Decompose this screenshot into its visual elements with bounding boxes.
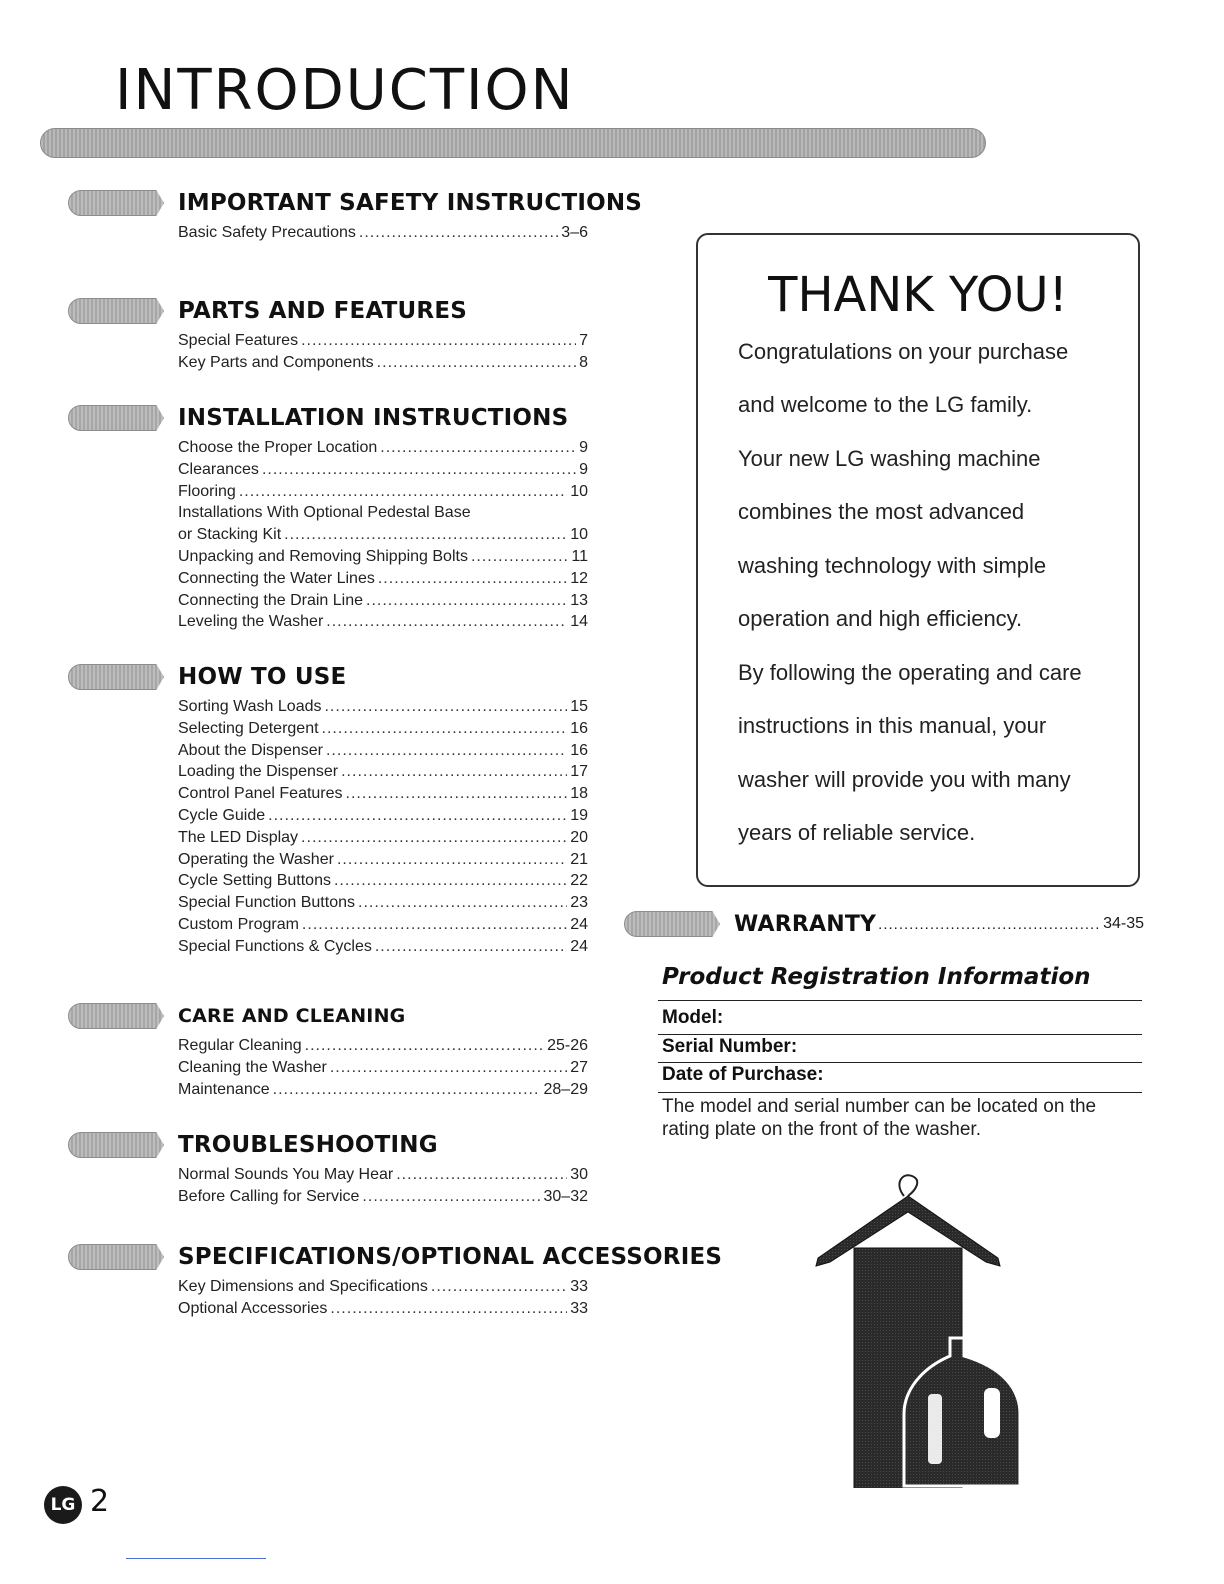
toc-section-safety (68, 188, 658, 246)
toc-entry: Unpacking and Removing Shipping Bolts ..... 11 (178, 548, 588, 570)
title-decorative-bar (40, 128, 986, 158)
thank-you-text-line: Congratulations on your purchase (738, 339, 1069, 364)
toc-entry: Installations With Optional Pedestal Base (178, 504, 471, 522)
toc-section-care (68, 1001, 658, 1102)
toc-entry: Before Calling for Service ..... 30–32 (178, 1188, 588, 1210)
section-title: CARE AND CLEANING (178, 1005, 406, 1027)
toc-entry: Basic Safety Precautions ..... 3–6 (178, 224, 588, 246)
toc-entry: Special Function Buttons ..... 23 (178, 894, 588, 916)
section-pill-marker (68, 190, 164, 216)
lg-logo-icon: LG (44, 1486, 82, 1524)
toc-section-warranty (624, 909, 1144, 939)
toc-entry: Operating the Washer ..... 21 (178, 851, 588, 873)
toc-section-how-to-use (68, 662, 658, 960)
thank-you-text-line: combines the most advanced (738, 499, 1025, 524)
toc-entry: Loading the Dispenser ..... 17 (178, 763, 588, 785)
toc-entry: Cycle Setting Buttons ..... 22 (178, 872, 588, 894)
toc-entry: About the Dispenser ..... 16 (178, 742, 588, 764)
footer-rule (126, 1558, 266, 1559)
thank-you-text-line: instructions in this manual, your (738, 713, 1047, 738)
section-pill-marker (624, 911, 720, 937)
section-pill-marker (68, 1003, 164, 1029)
toc-entry: The LED Display ..... 20 (178, 829, 588, 851)
thank-you-text-line: washing technology with simple (738, 553, 1047, 578)
thank-you-text-line: By following the operating and care (738, 660, 1082, 685)
section-title: IMPORTANT SAFETY INSTRUCTIONS (178, 190, 643, 216)
toc-entry: Key Dimensions and Specifications ..... 33 (178, 1278, 588, 1300)
toc-entries (178, 1037, 588, 1102)
thank-you-text-line: and welcome to the LG family. (738, 392, 1033, 417)
model-field: Model: (662, 1007, 724, 1028)
registration-title: Product Registration Information (662, 964, 1091, 990)
serial-number-field: Serial Number: (662, 1036, 798, 1057)
toc-entry: Sorting Wash Loads ..... 15 (178, 698, 588, 720)
toc-entry: Key Parts and Components ..... 8 (178, 354, 588, 376)
section-title: PARTS AND FEATURES (178, 298, 468, 324)
toc-entries (178, 439, 588, 635)
section-title: WARRANTY (734, 911, 877, 937)
registration-rule (658, 1034, 1142, 1035)
toc-entry: Custom Program ..... 24 (178, 916, 588, 938)
toc-entry: Selecting Detergent ..... 16 (178, 720, 588, 742)
toc-entry: Leveling the Washer ..... 14 (178, 613, 588, 635)
toc-entry: or Stacking Kit ..... 10 (178, 526, 588, 548)
toc-entry: Regular Cleaning ..... 25-26 (178, 1037, 588, 1059)
thank-you-box (696, 233, 1140, 887)
registration-note: The model and serial number can be located on the rating plate on the front of the washer. (662, 1096, 1097, 1140)
toc-entries (178, 1166, 588, 1210)
thank-you-text-line: operation and high efficiency. (738, 606, 1023, 631)
toc-entries (178, 224, 588, 246)
toc-section-specifications (68, 1242, 723, 1322)
toc-entry: Cleaning the Washer ..... 27 (178, 1059, 588, 1081)
toc-entry: Optional Accessories ..... 33 (178, 1300, 588, 1322)
page-title: INTRODUCTION (115, 58, 575, 123)
toc-entry: Special Functions & Cycles ..... 24 (178, 938, 588, 960)
toc-entry: Clearances ..... 9 (178, 461, 588, 483)
section-title: INSTALLATION INSTRUCTIONS (178, 405, 569, 431)
toc-entry: Flooring ..... 10 (178, 483, 588, 505)
hanger-towel-detergent-illustration (808, 1168, 1038, 1488)
registration-rule (658, 1000, 1142, 1001)
toc-entry: Maintenance ..... 28–29 (178, 1081, 588, 1103)
thank-you-text-line: Your new LG washing machine (738, 446, 1041, 471)
section-pill-marker (68, 298, 164, 324)
date-of-purchase-field: Date of Purchase: (662, 1064, 824, 1085)
section-title: SPECIFICATIONS/OPTIONAL ACCESSORIES (178, 1244, 723, 1270)
registration-rule (658, 1092, 1142, 1093)
toc-section-parts (68, 296, 658, 376)
page-number: 2 (90, 1484, 110, 1519)
section-pill-marker (68, 1132, 164, 1158)
registration-rule (658, 1062, 1142, 1063)
toc-section-installation (68, 403, 658, 635)
toc-section-troubleshooting (68, 1130, 658, 1210)
section-title: TROUBLESHOOTING (178, 1132, 438, 1158)
section-pill-marker (68, 405, 164, 431)
section-pill-marker (68, 664, 164, 690)
toc-entries (178, 698, 588, 960)
warranty-page: 34-35 (1103, 915, 1144, 932)
section-title: HOW TO USE (178, 664, 347, 690)
toc-entry: Connecting the Drain Line ..... 13 (178, 592, 588, 614)
toc-entry: Special Features ..... 7 (178, 332, 588, 354)
thank-you-title: THANK YOU! (768, 267, 1068, 323)
toc-entry: Choose the Proper Location ..... 9 (178, 439, 588, 461)
thank-you-text-line: washer will provide you with many (738, 767, 1071, 792)
toc-entry: Normal Sounds You May Hear ..... 30 (178, 1166, 588, 1188)
toc-entries (178, 332, 588, 376)
toc-entries (178, 1278, 588, 1322)
toc-entry: Control Panel Features ..... 18 (178, 785, 588, 807)
toc-entry: Connecting the Water Lines ..... 12 (178, 570, 588, 592)
section-pill-marker (68, 1244, 164, 1270)
toc-entry: Cycle Guide ..... 19 (178, 807, 588, 829)
thank-you-text-line: years of reliable service. (738, 820, 976, 845)
